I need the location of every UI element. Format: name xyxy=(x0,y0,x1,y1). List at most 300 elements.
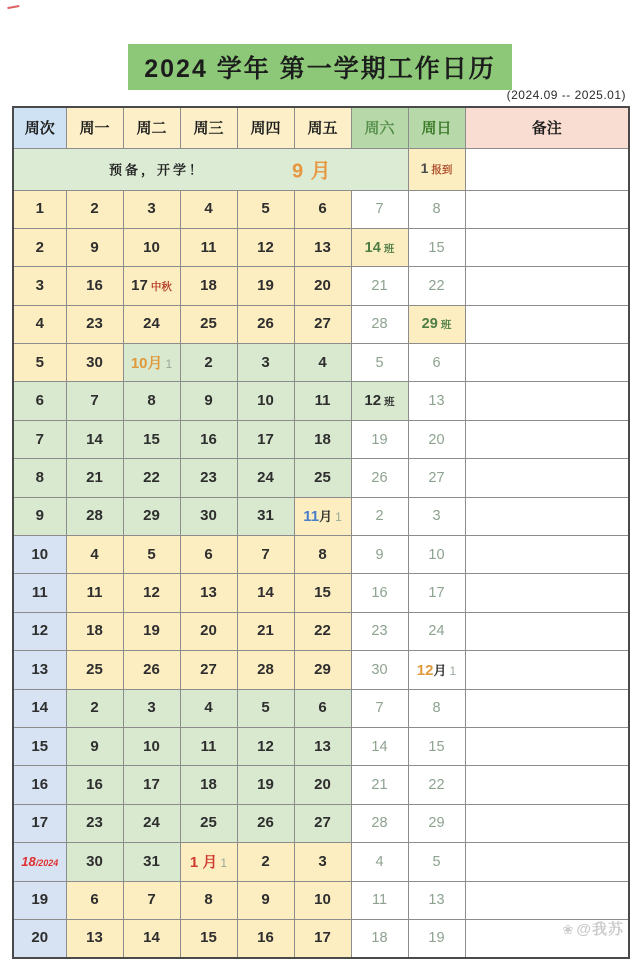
day-cell xyxy=(123,651,180,689)
day-cell xyxy=(66,727,123,765)
cell-text: 13 xyxy=(314,238,331,256)
cell-text: 28 xyxy=(371,815,388,832)
cell-text: 18 xyxy=(200,776,217,794)
day-cell xyxy=(123,305,180,343)
table-row xyxy=(13,536,629,574)
cell-text: 19 xyxy=(143,622,160,640)
cell-text: 26 xyxy=(371,469,388,486)
cell-text: 24 xyxy=(143,814,160,832)
cell-text: 1 xyxy=(35,200,44,218)
cell-text: 20 xyxy=(200,622,217,640)
cell-text: 1 xyxy=(165,357,173,372)
cell-text: 29 xyxy=(428,815,445,832)
cell-text: 17 xyxy=(428,585,445,602)
cell-text: 7 xyxy=(90,392,99,410)
cell-text: 11 xyxy=(371,892,388,909)
day-cell xyxy=(294,574,351,612)
week-number-cell xyxy=(13,804,66,842)
september-month-row xyxy=(13,148,629,190)
cell-text: 10 xyxy=(143,737,160,755)
day-cell xyxy=(66,228,123,266)
week-number-cell xyxy=(13,919,66,957)
note-cell xyxy=(465,536,629,574)
cell-text: 8 xyxy=(204,891,213,909)
day-cell xyxy=(123,574,180,612)
cell-text: 19 xyxy=(257,276,274,294)
day-cell xyxy=(123,843,180,881)
week-number-cell xyxy=(13,305,66,343)
day-cell xyxy=(237,305,294,343)
note-cell xyxy=(465,228,629,266)
cell-text: 18 xyxy=(86,622,103,640)
day-cell xyxy=(408,612,465,650)
week-number-cell xyxy=(13,574,66,612)
cell-text: 15 xyxy=(200,929,217,947)
day-cell xyxy=(66,843,123,881)
cell-text: 21 xyxy=(371,277,388,294)
day-cell xyxy=(294,881,351,919)
cell-text: 27 xyxy=(200,660,217,678)
day-cell xyxy=(294,919,351,957)
day-cell xyxy=(180,190,237,228)
cell-text: 6 xyxy=(432,354,441,371)
cell-text: 月 xyxy=(433,662,447,678)
cell-text: 12 xyxy=(31,622,49,640)
table-row xyxy=(13,497,629,535)
cell-text: 13 xyxy=(314,737,331,755)
day-cell xyxy=(294,689,351,727)
day-cell xyxy=(180,574,237,612)
note-cell xyxy=(465,843,629,881)
cell-text: 7 xyxy=(35,430,44,448)
cell-text: 6 xyxy=(318,699,327,717)
day-cell xyxy=(237,689,294,727)
day-cell xyxy=(123,766,180,804)
cell-text: 13 xyxy=(31,660,49,678)
day-cell xyxy=(351,689,408,727)
note-cell xyxy=(465,804,629,842)
cell-text: 20 xyxy=(314,276,331,294)
note-cell xyxy=(465,574,629,612)
header-monday: 周一 xyxy=(66,107,123,148)
cell-text: 27 xyxy=(314,315,331,333)
cell-text: 6 xyxy=(35,392,44,410)
cell-text: 16 xyxy=(371,585,388,602)
cell-text: 3 xyxy=(35,276,44,294)
week-number-cell xyxy=(13,459,66,497)
cell-text: 8 xyxy=(432,700,441,717)
cell-text: 7 xyxy=(375,700,384,717)
day-cell xyxy=(66,881,123,919)
cell-text: 9 xyxy=(35,507,44,525)
note-cell xyxy=(465,382,629,420)
cell-text: 6 xyxy=(204,545,213,563)
cell-text: 班 xyxy=(383,242,395,255)
header-tuesday: 周二 xyxy=(123,107,180,148)
day-cell xyxy=(66,919,123,957)
month-banner-cell xyxy=(13,148,408,190)
day-cell xyxy=(351,497,408,535)
day-cell xyxy=(66,305,123,343)
day-cell xyxy=(66,459,123,497)
day-cell xyxy=(180,881,237,919)
cell-text: 11 xyxy=(86,584,103,602)
header-notes: 备注 xyxy=(465,107,629,148)
day-cell xyxy=(408,804,465,842)
day-cell xyxy=(123,689,180,727)
day-cell xyxy=(123,804,180,842)
cell-text: 7 xyxy=(375,201,384,218)
cell-text: 5 xyxy=(261,200,270,218)
week-number-cell xyxy=(13,612,66,650)
cell-text: 8 xyxy=(35,468,44,486)
cell-text: 7 xyxy=(261,545,270,563)
note-cell xyxy=(465,881,629,919)
day-cell xyxy=(408,228,465,266)
day-cell xyxy=(294,190,351,228)
table-row xyxy=(13,420,629,458)
cell-text: 4 xyxy=(35,315,44,333)
header-thursday: 周四 xyxy=(237,107,294,148)
cell-text: 2 xyxy=(375,508,384,525)
registration-day-cell xyxy=(408,148,465,190)
cell-text: 1 月 xyxy=(189,854,218,872)
day-cell xyxy=(180,459,237,497)
cell-text: 17 xyxy=(31,814,49,832)
cell-text: 9 xyxy=(90,737,99,755)
cell-text: 9 xyxy=(375,546,384,563)
note-cell xyxy=(465,420,629,458)
day-cell xyxy=(180,612,237,650)
cell-text: 10月 xyxy=(130,355,163,373)
day-cell xyxy=(180,689,237,727)
day-cell xyxy=(351,305,408,343)
day-cell xyxy=(180,919,237,957)
day-cell xyxy=(237,919,294,957)
cell-text: 9 xyxy=(204,392,213,410)
cell-text: 20 xyxy=(314,776,331,794)
cell-text: 班 xyxy=(440,319,452,332)
day-cell xyxy=(351,267,408,305)
cell-text: 2 xyxy=(90,699,99,717)
table-row xyxy=(13,919,629,957)
day-cell xyxy=(351,382,408,420)
cell-text: 13 xyxy=(200,584,217,602)
day-cell xyxy=(408,881,465,919)
cell-text: 3 xyxy=(432,508,441,525)
cell-text: 1 xyxy=(449,663,457,678)
cell-text: 25 xyxy=(200,315,217,333)
table-row xyxy=(13,382,629,420)
day-cell xyxy=(237,881,294,919)
cell-text: 26 xyxy=(257,814,274,832)
cell-text: 21 xyxy=(371,777,388,794)
day-cell xyxy=(237,651,294,689)
day-cell xyxy=(237,612,294,650)
day-cell xyxy=(294,420,351,458)
day-cell xyxy=(351,843,408,881)
table-row xyxy=(13,804,629,842)
cell-text: 8 xyxy=(318,545,327,563)
day-cell xyxy=(294,612,351,650)
note-cell xyxy=(465,459,629,497)
cell-text: 25 xyxy=(86,660,103,678)
cell-text: 28 xyxy=(86,507,103,525)
week-number-cell xyxy=(13,766,66,804)
cell-text: 12 xyxy=(143,584,160,602)
cell-text: 12 xyxy=(416,661,434,679)
cell-text: 15 xyxy=(314,584,331,602)
day-cell xyxy=(408,766,465,804)
cell-text: 14 xyxy=(86,430,103,448)
cell-text: 16 xyxy=(86,776,103,794)
cell-text: 18 xyxy=(371,930,388,947)
cell-text: 21 xyxy=(257,622,274,640)
cell-text: 19 xyxy=(371,431,388,448)
cell-text: 2 xyxy=(35,238,44,256)
week-number-cell xyxy=(13,727,66,765)
title-wrap xyxy=(0,44,640,90)
cell-text: 16 xyxy=(257,929,274,947)
cell-text: 12 xyxy=(257,737,274,755)
cell-text: 12 xyxy=(257,238,274,256)
day-cell xyxy=(180,344,237,382)
cell-text: 20 xyxy=(31,929,49,947)
note-cell xyxy=(465,267,629,305)
cell-text: 3 xyxy=(147,699,156,717)
cell-text: 29 xyxy=(143,507,160,525)
cell-text: 19 xyxy=(428,930,445,947)
day-cell xyxy=(237,536,294,574)
day-cell xyxy=(180,804,237,842)
cell-text: 2 xyxy=(90,200,99,218)
day-cell xyxy=(294,804,351,842)
cell-text: 5 xyxy=(147,545,156,563)
cell-text: 15 xyxy=(31,737,49,755)
day-cell xyxy=(123,536,180,574)
cell-text: 22 xyxy=(314,622,331,640)
day-cell xyxy=(66,804,123,842)
table-row xyxy=(13,727,629,765)
cell-text: 29 xyxy=(421,316,438,333)
cell-text: 26 xyxy=(257,315,274,333)
day-cell xyxy=(294,382,351,420)
cell-text: 21 xyxy=(86,468,103,486)
cell-text: 2 xyxy=(261,852,270,870)
cell-text: 10 xyxy=(31,545,49,563)
cell-text: 31 xyxy=(257,507,274,525)
cell-text: 3 xyxy=(261,353,270,371)
day-cell xyxy=(351,574,408,612)
table-row xyxy=(13,190,629,228)
cell-text: 22 xyxy=(428,277,445,294)
cell-text: 15 xyxy=(143,430,160,448)
day-cell xyxy=(123,228,180,266)
week-number-cell xyxy=(13,689,66,727)
day-cell xyxy=(237,766,294,804)
paw-icon: ❀ xyxy=(562,922,575,937)
cell-text: 10 xyxy=(257,392,274,410)
day-cell xyxy=(408,305,465,343)
cell-text: 23 xyxy=(86,315,103,333)
cell-text: 18 xyxy=(314,430,331,448)
day-cell xyxy=(294,497,351,535)
day-cell xyxy=(408,843,465,881)
day-cell xyxy=(180,228,237,266)
watermark-text: @我苏 xyxy=(576,921,624,938)
cell-text: 30 xyxy=(86,852,103,870)
day-cell xyxy=(351,804,408,842)
cell-text: 24 xyxy=(143,315,160,333)
cell-text: 31 xyxy=(143,852,160,870)
day-cell xyxy=(237,459,294,497)
day-cell xyxy=(408,574,465,612)
cell-text: 3 xyxy=(318,852,327,870)
cell-text: 12 xyxy=(364,392,382,410)
cell-text: 17 xyxy=(131,276,148,294)
day-cell xyxy=(351,881,408,919)
cell-text: 27 xyxy=(428,469,445,486)
cell-text: 3 xyxy=(147,200,156,218)
week-number-cell xyxy=(13,190,66,228)
cell-text: 13 xyxy=(428,393,445,410)
day-cell xyxy=(66,651,123,689)
cell-text: 16 xyxy=(200,430,217,448)
day-cell xyxy=(66,536,123,574)
day-cell xyxy=(123,267,180,305)
day-cell xyxy=(408,689,465,727)
cell-text: 22 xyxy=(143,468,160,486)
day-cell xyxy=(123,420,180,458)
day-cell xyxy=(408,459,465,497)
note-cell xyxy=(465,305,629,343)
header-sunday: 周日 xyxy=(408,107,465,148)
cell-text: 15 xyxy=(428,738,445,755)
day-cell xyxy=(180,382,237,420)
day-cell xyxy=(294,228,351,266)
note-cell xyxy=(465,766,629,804)
day-cell xyxy=(66,766,123,804)
day-cell xyxy=(66,689,123,727)
cell-text: 30 xyxy=(371,661,388,678)
cell-text: 11 xyxy=(200,238,217,256)
cell-text: 4 xyxy=(90,545,99,563)
day-cell xyxy=(237,497,294,535)
day-cell xyxy=(180,766,237,804)
day-cell xyxy=(237,267,294,305)
note-cell xyxy=(465,190,629,228)
header-row xyxy=(13,107,629,148)
day-cell xyxy=(237,228,294,266)
cell-text: 11 xyxy=(31,584,48,602)
cell-text: 6 xyxy=(318,200,327,218)
cell-text: 17 xyxy=(143,776,160,794)
registration-tag: 报到 xyxy=(431,164,453,176)
table-row xyxy=(13,612,629,650)
day-cell xyxy=(180,305,237,343)
day-cell xyxy=(66,267,123,305)
cell-text: 28 xyxy=(371,316,388,333)
cell-text: 22 xyxy=(428,777,445,794)
table-row xyxy=(13,689,629,727)
day-cell xyxy=(123,344,180,382)
cell-text: 13 xyxy=(428,892,445,909)
cell-text: 10 xyxy=(314,891,331,909)
table-row xyxy=(13,267,629,305)
day-cell xyxy=(294,651,351,689)
cell-text: 9 xyxy=(261,891,270,909)
day-cell xyxy=(180,267,237,305)
cell-text: 14 xyxy=(257,584,274,602)
corner-red-mark xyxy=(7,5,20,16)
day-cell xyxy=(408,651,465,689)
day-cell xyxy=(237,190,294,228)
cell-text: 中秋 xyxy=(150,280,172,293)
note-cell xyxy=(465,727,629,765)
cell-text: 1 xyxy=(335,510,342,525)
cell-text: 16 xyxy=(31,776,49,794)
cell-text: 6 xyxy=(90,891,99,909)
day-cell xyxy=(180,497,237,535)
header-week-number: 周次 xyxy=(13,107,66,148)
week-number-cell xyxy=(13,881,66,919)
cell-text: 25 xyxy=(200,814,217,832)
table-row xyxy=(13,881,629,919)
day-cell xyxy=(237,727,294,765)
note-cell xyxy=(465,651,629,689)
cell-text: 11 xyxy=(303,508,320,526)
cell-text: 11 xyxy=(200,737,217,755)
table-row xyxy=(13,843,629,881)
day-cell xyxy=(351,420,408,458)
week-number-cell xyxy=(13,420,66,458)
day-cell xyxy=(351,459,408,497)
day-cell xyxy=(123,919,180,957)
day-cell xyxy=(237,382,294,420)
day-cell xyxy=(237,420,294,458)
table-row xyxy=(13,651,629,689)
cell-text: 23 xyxy=(200,468,217,486)
cell-text: 10 xyxy=(428,546,445,563)
day-cell xyxy=(123,612,180,650)
cell-text: 23 xyxy=(371,623,388,640)
day-cell xyxy=(408,420,465,458)
note-cell xyxy=(465,497,629,535)
week-number-cell xyxy=(13,651,66,689)
header-friday: 周五 xyxy=(294,107,351,148)
day-cell xyxy=(66,190,123,228)
header-saturday: 周六 xyxy=(351,107,408,148)
table-row xyxy=(13,305,629,343)
watermark xyxy=(562,918,624,939)
cell-text: 18 xyxy=(21,853,36,869)
day-cell xyxy=(408,536,465,574)
day-cell xyxy=(408,344,465,382)
date-range-subtitle: (2024.09 -- 2025.01) xyxy=(506,88,626,102)
cell-text: 月 xyxy=(319,509,333,525)
page-title: 2024 学年 第一学期工作日历 xyxy=(128,44,512,90)
day-cell xyxy=(294,843,351,881)
cell-text: 9 xyxy=(90,238,99,256)
cell-text: 17 xyxy=(257,430,274,448)
day-cell xyxy=(408,267,465,305)
cell-text: 5 xyxy=(261,699,270,717)
day-cell xyxy=(66,420,123,458)
day-cell xyxy=(351,228,408,266)
day-cell xyxy=(408,382,465,420)
cell-text: 24 xyxy=(257,468,274,486)
day-cell xyxy=(123,727,180,765)
